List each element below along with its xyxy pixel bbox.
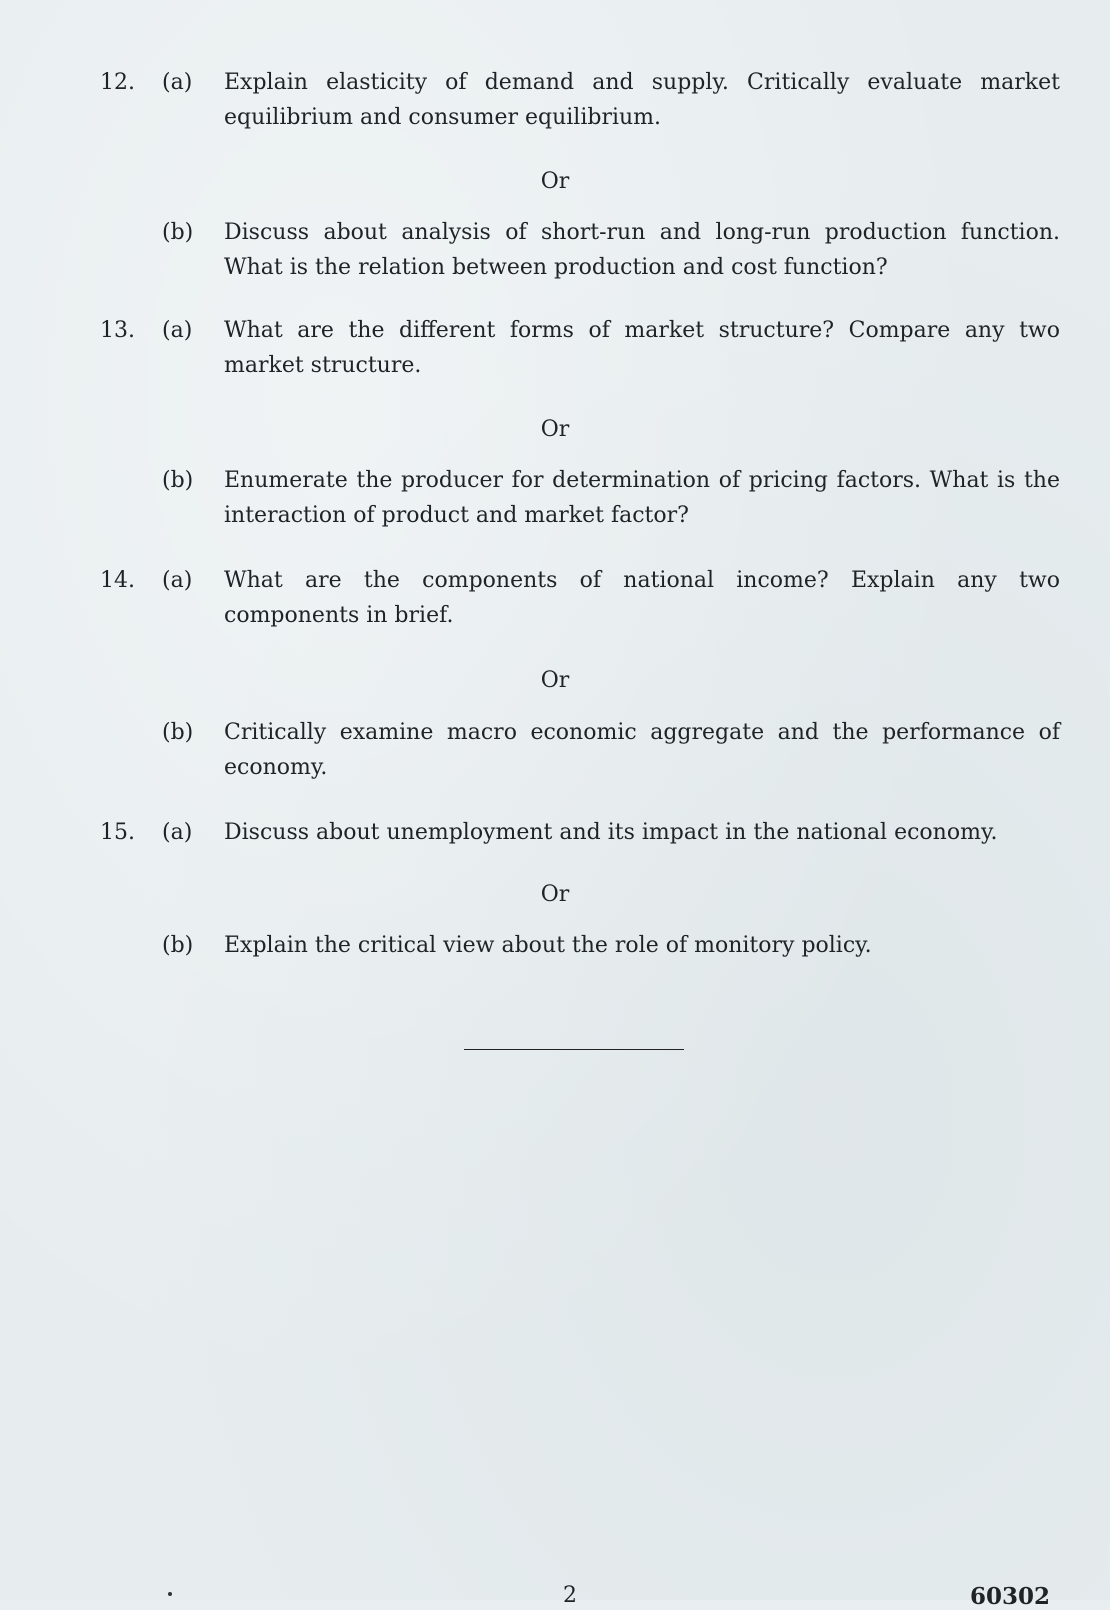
part-label: (b) [162,720,194,745]
question-text: Discuss about unemployment and its impact in the national economy. [224,820,998,845]
part-label: (b) [162,933,194,958]
question-number: 13. [100,318,135,343]
question-text: Critically examine macro economic aggregate and the performance of economy. [224,720,1060,780]
or-separator: Or [540,882,570,907]
paper-code: 60302 [969,1583,1050,1610]
question-number: 12. [100,70,135,95]
question-text: Explain elasticity of demand and supply. Critically evaluate market equilibrium and consumer equilibrium. [224,70,1060,130]
or-separator: Or [540,417,570,442]
part-label: (b) [162,468,194,493]
part-label: (a) [162,568,193,593]
question-text: What are the different forms of market structure? Compare any two market structure. [224,318,1060,378]
end-rule [464,1049,684,1050]
part-label: (a) [162,318,193,343]
part-label: (b) [162,220,194,245]
question-number: 15. [100,820,135,845]
part-label: (a) [162,70,193,95]
or-separator: Or [540,668,570,693]
page-number: 2 [563,1583,577,1608]
question-number: 14. [100,568,135,593]
or-separator: Or [540,169,570,194]
question-text: What are the components of national income? Explain any two components in brief. [224,568,1060,628]
question-text: Enumerate the producer for determination of pricing factors. What is the interaction of product and market factor? [224,468,1060,528]
question-text: Explain the critical view about the role of monitory policy. [224,933,872,958]
question-text: Discuss about analysis of short-run and long-run production function. What is the relation between production and cost function? [224,220,1060,280]
part-label: (a) [162,820,193,845]
